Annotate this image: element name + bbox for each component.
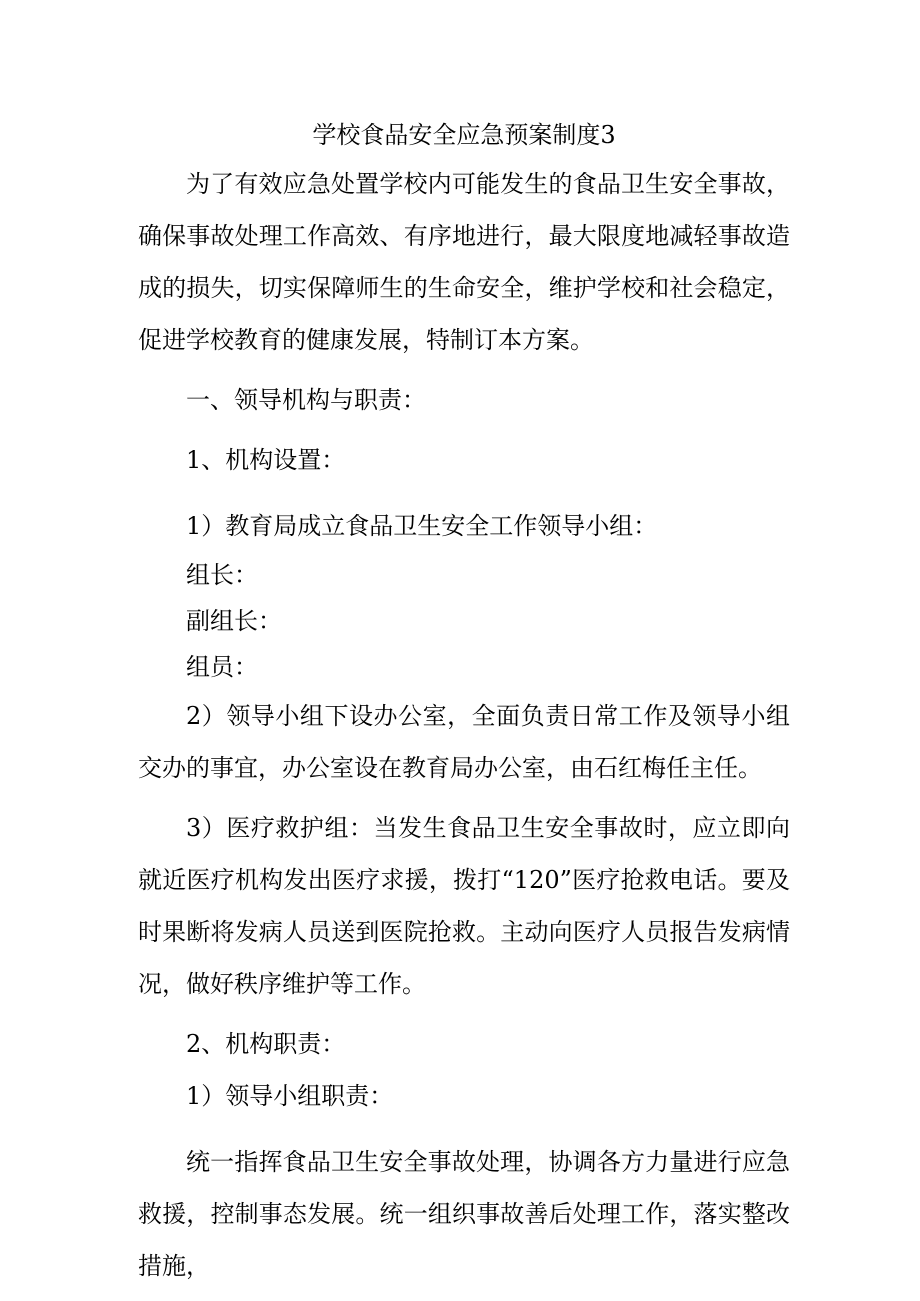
document-body — [138, 112, 790, 1292]
item-medical-rescue: 3）医疗救护组：当发生食品卫生安全事故时，应立即向就近医疗机构发出医疗求援，拨打“120”医疗抢救电话。要及时果断将发病人员送到医院抢救。主动向医疗人员报告发病情况，做好秩序维护等工作。 — [138, 814, 790, 998]
item-office: 2）领导小组下设办公室，全面负责日常工作及领导小组交办的事宜，办公室设在教育局办公室，由石红梅任主任。 — [138, 702, 790, 782]
item-deputy-leader: 副组长： — [186, 607, 282, 635]
section-heading-leadership: 一、领导机构与职责： — [186, 386, 426, 414]
duties-paragraph: 统一指挥食品卫生安全事故处理，协调各方力量进行应急救援，控制事态发展。统一组织事故善后处理工作，落实整改措施， — [138, 1148, 790, 1280]
document-title: 学校食品安全应急预案制度3 — [312, 121, 616, 149]
item-members: 组员： — [186, 653, 258, 681]
item-leadership-group: 1）教育局成立食品卫生安全工作领导小组： — [186, 512, 658, 540]
item-group-duties: 1）领导小组职责： — [186, 1082, 394, 1110]
intro-paragraph: 为了有效应急处置学校内可能发生的食品卫生安全事故，确保事故处理工作高效、有序地进行，最大限度地减轻事故造成的损失，切实保障师生的生命安全，维护学校和社会稳定，促进学校教育的健康发展，特制订本方案。 — [138, 170, 790, 354]
subsection-heading-setup: 1、机构设置： — [186, 446, 346, 474]
item-group-leader: 组长： — [186, 561, 258, 589]
subsection-heading-duties: 2、机构职责： — [186, 1030, 346, 1058]
